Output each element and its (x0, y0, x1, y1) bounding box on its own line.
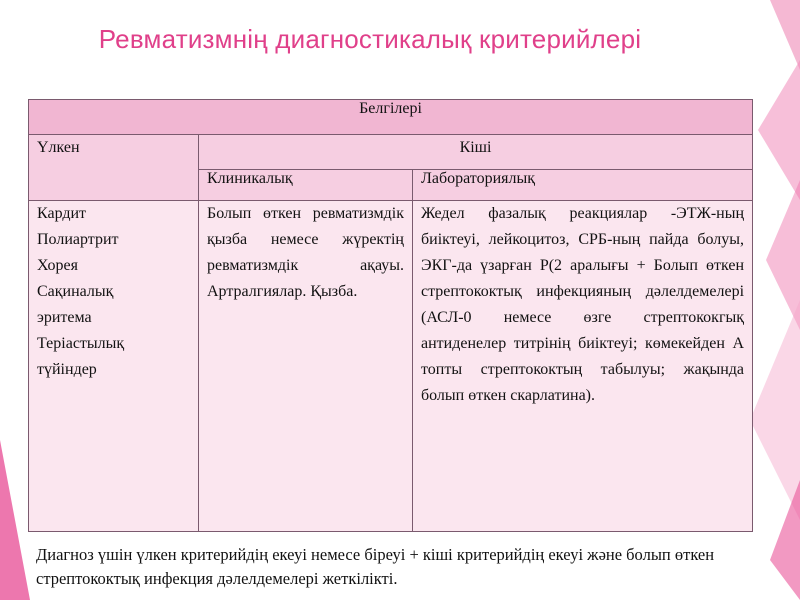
lab-label: Лабораториялық (413, 170, 753, 201)
lab-criteria-text: Жедел фазалық реакциялар -ЭТЖ-ның биіктеуі, лейкоцитоз, СРБ-ның пайда болуы, ЭКГ-да үзарған Р(2 аралығы + Болып өткен стрептококтық инфекцияның дәлелдемелері (АСЛ-0 немесе өзге стрептококгық антиденелер титрінің биіктеуі; көмекейден А топты стрептококтың табылуы; жақында болып өткен скарлатина). (413, 201, 753, 532)
list-item: Полиартрит (37, 231, 119, 248)
list-item: эритема (37, 309, 92, 326)
criteria-table (28, 99, 753, 532)
slide-title: Ревматизмнің диагностикалық критерийлері (98, 24, 642, 54)
decorative-triangle-left (0, 440, 30, 600)
list-item: Кардит (37, 205, 87, 222)
list-item: түйіндер (37, 361, 97, 378)
major-criteria-label: Үлкен (29, 135, 199, 201)
list-item: Теріастылық (37, 335, 125, 352)
minor-criteria-label: Кіші (199, 135, 753, 170)
clinical-label: Клиникалық (199, 170, 413, 201)
diagnosis-note: Диагноз үшін үлкен критерийдің екеуі немесе біреуі + кіші критерийдің екеуі және болып өткен стрептококтық инфекция дәлелдемелері жеткілікті. (36, 545, 715, 588)
major-criteria-list (29, 201, 199, 532)
clinical-criteria-text: Болып өткен ревматизмдік қызба немесе жүректің ревматизмдік ақауы. Артралгиялар. Қызба. (199, 201, 413, 532)
list-item: Сақиналық (37, 283, 114, 300)
table-header: Белгілері (29, 100, 753, 135)
list-item: Хорея (37, 257, 79, 274)
